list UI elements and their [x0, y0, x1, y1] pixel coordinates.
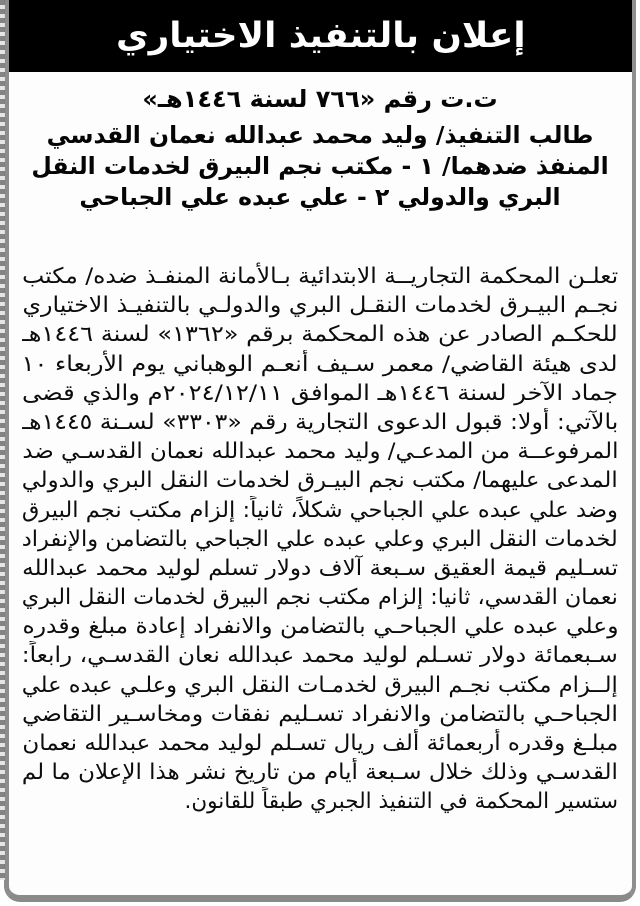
notice-body: [22, 262, 618, 817]
execution-applicant-line: طالب التنفيذ/ وليد محمد عبدالله نعمان القدسي: [46, 121, 594, 149]
execution-respondents-line-2: البري والدولي ٢ - علي عبده علي الجباحي: [79, 183, 561, 211]
notice-title: إعلان بالتنفيذ الاختياري: [115, 15, 526, 56]
notice-body-line: وعلي عبده علي الجباحـي بالتضامن والانفراد إعادة مبلغ وقدره: [22, 614, 618, 640]
notice-body-line: نعمان القدسي، ثانيا: إلزام مكتب نجم البيرق لخدمات النقل البري: [22, 585, 618, 611]
masthead-banner: [9, 0, 632, 72]
case-number-line: ت.ت رقم «٧٦٦ لسنة ١٤٤٦هـ»: [142, 85, 498, 113]
notice-body-line: المرفوعــة من المدعـي/ وليد محمد عبدالله نعمان القدسـي ضد: [22, 439, 618, 465]
notice-body-line: للحكـم الصادر عن هذه المحكمة برقم «١٣٦٢» لسنة ١٤٤٦هـ: [22, 322, 618, 348]
notice-body-line: وضد علي عبده علي الجباحي شكلاً، ثانياً: إلزام مكتب نجم البيرق: [22, 497, 618, 523]
notice-body-line: المدعى عليهما/ مكتب نجم البيـرق لخدمات النقل البري والدولي: [22, 468, 618, 494]
notice-body-line: الجباحـي بالتضامن والانفراد تسـليم نفقات ومخاسـير التقاضي: [22, 701, 618, 727]
notice-body-line: إلــزام مكتب نجـم البيرق لخدمـات النقل البري وعلـي عبده علي: [22, 672, 618, 698]
notice-body-line: جماد الآخر لسنة ١٤٤٦هـ الموافق ٢٠٢٤/١٢/١١م والذي قضى: [22, 380, 618, 406]
notice-body-line: القدسـي وذلك خلال سـبعة أيام من تاريخ نشر هذا الإعلان ما لم: [22, 760, 618, 786]
notice-body-line: لخدمات النقل البري وعلي عبده علي الجباحي بالتضامن والإنفراد: [22, 526, 618, 552]
execution-respondents-line-1: المنفذ ضدهما/ ١ - مكتب نجم البيرق لخدمات النقل: [31, 152, 609, 180]
notice-body-line: لدى هيئة القاضي/ معمر سـيف أنعـم الوهباني يوم الأربعاء ١٠: [22, 351, 618, 377]
clipping-serrated-edge: [0, 0, 5, 880]
notice-body-line: مبلـغ وقدره أربعمائة ألف ريال تسـلم لوليد محمد عبدالله نعمان: [22, 731, 618, 756]
notice-body-line: نجـم البيـرق لخدمات النقـل البري والدولـي بالتنفيـذ الاختياري: [22, 293, 618, 319]
notice-body-line: بالآتي: أولا: قبول الدعوى التجارية رقم «٣٣٠٣» لسـنة ١٤٤٥هـ: [22, 409, 618, 435]
notice-body-line: تعلـن المحكمة التجاريــة الابتدائية بـالأمانة المنفـذ ضده/ مكتب: [22, 264, 618, 289]
notice-body-line: سـبعمائة دولار تسـلم لوليد محمد عبدالله نعان القدسـي، رابعاً:: [22, 643, 618, 669]
notice-body-line: تسـليم قيمة العقيق سـبعة آلاف دولار تسلم لوليد محمد عبدالله: [22, 555, 618, 581]
notice-body-line: ستسير المحكمة في التنفيذ الجبري طبقاً للقانون.: [184, 789, 618, 815]
heading-block: [14, 84, 626, 213]
